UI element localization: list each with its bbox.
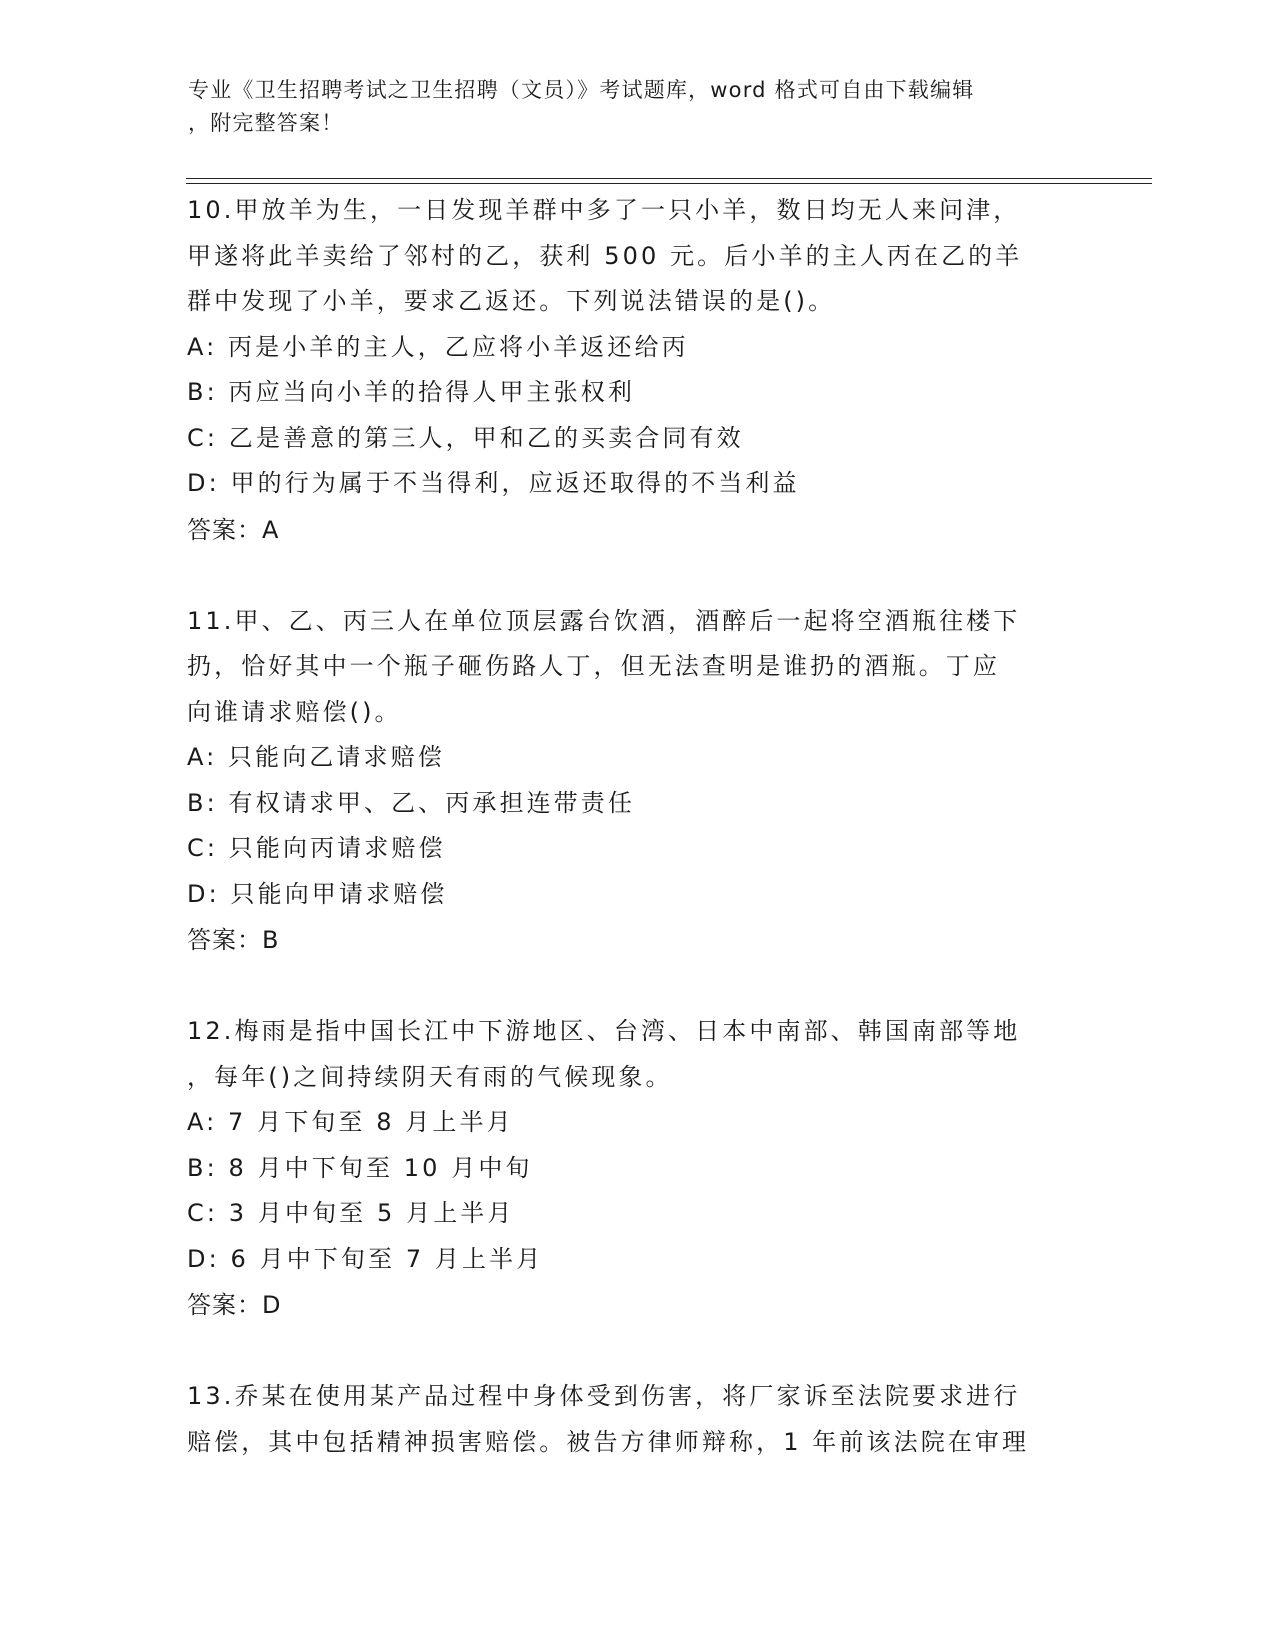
answer-label: 答案：A [187,515,280,544]
question-stem-line: 赔偿，其中包括精神损害赔偿。被告方律师辩称，1 年前该法院在审理 [187,1427,1030,1456]
question-11 [187,599,1087,964]
header-rule-top [186,178,1152,179]
option-a: A: 7 月下旬至 8 月上半月 [187,1108,514,1136]
header-line-1: 专业《卫生招聘考试之卫生招聘（文员）》考试题库，word 格式可自由下载编辑 [188,78,975,102]
question-spacer [187,1328,1087,1374]
option-c: C: 乙是善意的第三人，甲和乙的买卖合同有效 [187,423,744,452]
document-header [188,74,1078,140]
option-a: A: 只能向乙请求赔偿 [187,743,445,771]
header-line-2: ，附完整答案！ [188,111,344,135]
question-spacer [187,963,1087,1009]
question-stem-line: 甲遂将此羊卖给了邻村的乙，获利 500 元。后小羊的主人丙在乙的羊 [187,241,1023,270]
question-stem-line: 向谁请求赔偿()。 [187,697,402,726]
question-stem-line: 11.甲、乙、丙三人在单位顶层露台饮酒，酒醉后一起将空酒瓶往楼下 [187,606,1021,635]
option-b: B: 有权请求甲、乙、丙承担连带责任 [187,788,635,817]
option-d: D: 6 月中下旬至 7 月上半月 [187,1244,544,1273]
question-stem-line: 扔，恰好其中一个瓶子砸伤路人丁，但无法查明是谁扔的酒瓶。丁应 [187,652,1000,680]
option-d: D: 只能向甲请求赔偿 [187,879,448,908]
option-c: C: 只能向丙请求赔偿 [187,834,446,862]
answer-label: 答案：D [187,1291,282,1319]
question-stem-line: 群中发现了小羊，要求乙返还。下列说法错误的是()。 [187,287,836,315]
option-c: C: 3 月中旬至 5 月上半月 [187,1199,515,1227]
question-stem-line: ，每年()之间持续阴天有雨的气候现象。 [187,1062,673,1091]
answer-label: 答案：B [187,926,280,954]
question-13 [187,1374,1087,1465]
option-b: B: 丙应当向小羊的拾得人甲主张权利 [187,378,635,406]
question-stem-line: 10.甲放羊为生，一日发现羊群中多了一只小羊，数日均无人来问津， [187,196,1021,224]
option-a: A: 丙是小羊的主人，乙应将小羊返还给丙 [187,332,689,361]
question-stem-line: 12.梅雨是指中国长江中下游地区、台湾、日本中南部、韩国南部等地 [187,1017,1021,1045]
option-d: D: 甲的行为属于不当得利，应返还取得的不当利益 [187,469,800,497]
question-spacer [187,553,1087,599]
option-b: B: 8 月中下旬至 10 月中旬 [187,1153,533,1182]
header-rule-bottom [186,183,1152,184]
question-stem-line: 13.乔某在使用某产品过程中身体受到伤害，将厂家诉至法院要求进行 [187,1382,1021,1410]
question-10 [187,188,1087,553]
question-list [187,188,1087,1465]
question-12 [187,1009,1087,1328]
